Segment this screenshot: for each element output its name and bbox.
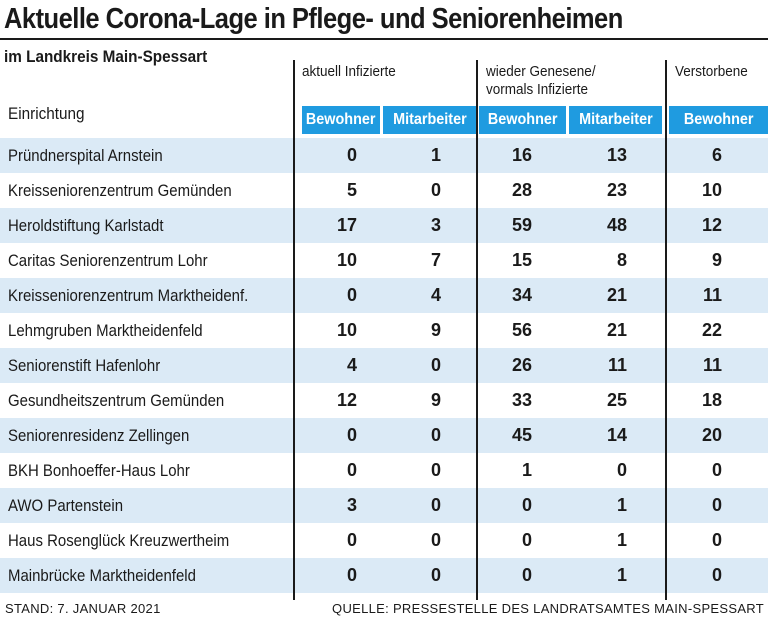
table-cell-value: 0 [346,460,357,480]
table-row [0,453,768,488]
table-cell-value: 0 [430,495,441,515]
column-header-label: Mitarbeiter [392,111,467,128]
column-divider [293,60,295,600]
table-cell-value: 18 [701,390,722,410]
table-row [0,418,768,453]
table-cell-value: 0 [616,460,627,480]
table-row [0,313,768,348]
table-cell-value: 1 [430,145,441,165]
group-label-recovered-line1: wieder Genesene/ [486,63,596,80]
table-cell-value: 0 [430,425,441,445]
group-label-deceased: Verstorbene [675,63,748,80]
column-header-label: Bewohner [306,111,376,128]
table-cell-value: 56 [511,320,532,340]
table-cell-value: 25 [606,390,627,410]
facility-name: Pründnerspital Arnstein [8,146,163,165]
facility-name: Caritas Seniorenzentrum Lohr [8,251,208,270]
facility-name: Mainbrücke Marktheidenfeld [8,566,196,585]
table-cell-value: 0 [430,180,441,200]
column-divider [665,60,667,600]
table-cell-value: 0 [346,285,357,305]
facility-name: AWO Partenstein [8,496,124,515]
page-title: Aktuelle Corona-Lage in Pflege- und Seniorenheimen [4,3,623,35]
group-label-infected: aktuell Infizierte [302,63,396,80]
table-cell-value: 1 [521,460,532,480]
table-cell-value: 33 [511,390,532,410]
table-cell-value: 0 [711,530,722,550]
table-cell-value: 7 [430,250,441,270]
table-row [0,488,768,523]
table-cell-value: 5 [346,180,357,200]
column-header-recovered-staff [569,106,662,134]
table-cell-value: 26 [511,355,532,375]
footer-source: QUELLE: PRESSESTELLE DES LANDRATSAMTES MAIN-SPESSART [332,601,764,616]
column-header-label: Mitarbeiter [578,111,653,128]
table-cell-value: 0 [346,530,357,550]
group-label-recovered-line2: vormals Infizierte [486,81,589,98]
table-cell-value: 0 [711,460,722,480]
table-cell-value: 21 [606,320,627,340]
table-cell-value: 20 [701,425,722,445]
column-header-deceased-residents [669,106,768,134]
column-header-label: Bewohner [683,111,754,128]
table-cell-value: 22 [701,320,722,340]
table-cell-value: 0 [346,565,357,585]
table-cell-value: 23 [606,180,627,200]
table-cell-value: 4 [430,285,441,305]
table-cell-value: 0 [430,565,441,585]
title-divider [0,38,768,40]
table-cell-value: 0 [346,425,357,445]
table-cell-value: 9 [430,390,441,410]
table-row [0,243,768,278]
table-cell-value: 0 [521,495,532,515]
table-cell-value: 0 [430,355,441,375]
column-label-einrichtung: Einrichtung [8,104,85,123]
table-cell-value: 10 [701,180,722,200]
table-cell-value: 1 [616,565,627,585]
table-cell-value: 9 [430,320,441,340]
table-cell-value: 4 [346,355,357,375]
table-cell-value: 59 [511,215,532,235]
table-row [0,208,768,243]
table-cell-value: 12 [336,390,357,410]
facility-name: Lehmgruben Marktheidenfeld [8,321,203,340]
table-cell-value: 1 [616,495,627,515]
table-cell-value: 6 [711,145,722,165]
table-cell-value: 11 [702,285,722,305]
table-cell-value: 10 [336,320,357,340]
table-cell-value: 8 [616,250,627,270]
table-row [0,138,768,173]
table-row [0,383,768,418]
facility-name: BKH Bonhoeffer-Haus Lohr [8,461,190,480]
table-row [0,348,768,383]
table-cell-value: 1 [616,530,627,550]
column-header-label: Bewohner [487,111,558,128]
table-cell-value: 16 [511,145,532,165]
footer-stand: STAND: 7. JANUAR 2021 [5,601,161,616]
facility-name: Gesundheitszentrum Gemünden [8,391,225,410]
subtitle: im Landkreis Main-Spessart [4,47,208,66]
table-cell-value: 3 [346,495,357,515]
table-row [0,173,768,208]
table-cell-value: 14 [606,425,627,445]
facility-name: Haus Rosenglück Kreuzwertheim [8,531,230,550]
facility-name: Kreisseniorenzentrum Marktheidenf. [8,286,249,305]
table-row [0,558,768,593]
table-cell-value: 28 [511,180,532,200]
table-cell-value: 0 [521,565,532,585]
table-row [0,523,768,558]
table-cell-value: 48 [606,215,627,235]
facility-name: Seniorenresidenz Zellingen [8,426,190,445]
facility-name: Heroldstiftung Karlstadt [8,216,164,235]
table-cell-value: 0 [521,530,532,550]
table-cell-value: 45 [511,425,532,445]
table-cell-value: 21 [606,285,627,305]
column-divider [476,60,478,600]
table-row [0,278,768,313]
table-cell-value: 9 [711,250,722,270]
facility-name: Seniorenstift Hafenlohr [8,356,161,375]
table-cell-value: 11 [702,355,722,375]
table-cell-value: 11 [607,355,627,375]
table-cell-value: 34 [511,285,532,305]
table-cell-value: 0 [711,565,722,585]
table-cell-value: 10 [336,250,357,270]
table-cell-value: 0 [430,530,441,550]
table-cell-value: 17 [336,215,357,235]
table-cell-value: 0 [346,145,357,165]
table-cell-value: 0 [430,460,441,480]
column-header-infected-staff [383,106,476,134]
facility-name: Kreisseniorenzentrum Gemünden [8,181,232,200]
column-header-infected-residents [302,106,380,134]
table-cell-value: 12 [701,215,722,235]
table-cell-value: 0 [711,495,722,515]
table-cell-value: 15 [511,250,532,270]
table-cell-value: 13 [606,145,627,165]
table-cell-value: 3 [430,215,441,235]
column-header-recovered-residents [479,106,566,134]
